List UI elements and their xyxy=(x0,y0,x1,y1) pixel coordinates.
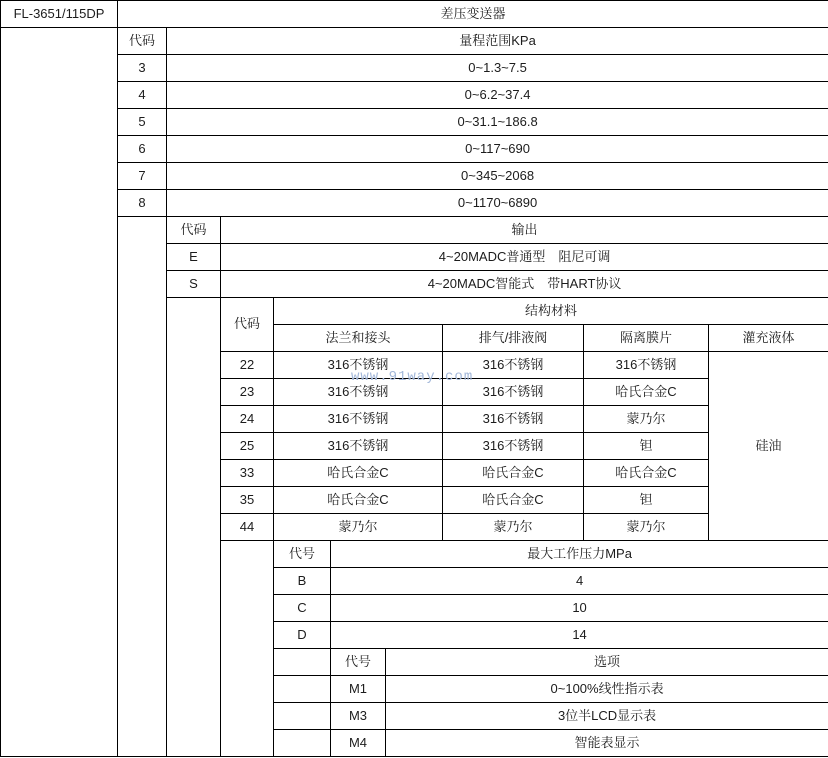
material-diaphragm: 蒙乃尔 xyxy=(584,406,709,433)
range-value: 0~117~690 xyxy=(167,136,828,163)
option-value: 智能表显示 xyxy=(386,730,828,757)
material-flange: 316不锈钢 xyxy=(274,433,443,460)
material-flange: 316不锈钢 xyxy=(274,352,443,379)
pressure-code: C xyxy=(274,595,331,622)
material-diaphragm: 钽 xyxy=(584,487,709,514)
pressure-title: 最大工作压力MPa xyxy=(331,541,828,568)
material-diaphragm: 钽 xyxy=(584,433,709,460)
material-code: 33 xyxy=(221,460,274,487)
pressure-code: B xyxy=(274,568,331,595)
output-code: S xyxy=(167,271,221,298)
range-code: 6 xyxy=(118,136,167,163)
output-header-row xyxy=(1,217,828,244)
output-spacer-cell xyxy=(167,298,221,757)
output-code: E xyxy=(167,244,221,271)
option-value: 3位半LCD显示表 xyxy=(386,703,828,730)
range-code: 8 xyxy=(118,190,167,217)
watermark: www.91way.com xyxy=(351,369,474,385)
option-code: M4 xyxy=(331,730,386,757)
material-code: 24 xyxy=(221,406,274,433)
material-flange: 哈氏合金C xyxy=(274,460,443,487)
range-code: 3 xyxy=(118,55,167,82)
range-title: 量程范围KPa xyxy=(167,28,828,55)
material-vent: 316不锈钢 xyxy=(443,352,584,379)
range-row xyxy=(1,163,828,190)
material-diaphragm: 316不锈钢 xyxy=(584,352,709,379)
option-code-header: 代号 xyxy=(331,649,386,676)
option-code: M1 xyxy=(331,676,386,703)
material-vent: 哈氏合金C xyxy=(443,460,584,487)
range-row xyxy=(1,136,828,163)
pressure-code: D xyxy=(274,622,331,649)
range-row xyxy=(1,190,828,217)
range-code: 4 xyxy=(118,82,167,109)
material-vent: 316不锈钢 xyxy=(443,406,584,433)
range-row xyxy=(1,55,828,82)
material-code: 44 xyxy=(221,514,274,541)
material-flange: 蒙乃尔 xyxy=(274,514,443,541)
material-vent: 316不锈钢 xyxy=(443,433,584,460)
option-title: 选项 xyxy=(386,649,828,676)
range-value: 0~31.1~186.8 xyxy=(167,109,828,136)
material-vent: 哈氏合金C xyxy=(443,487,584,514)
range-value: 0~1170~6890 xyxy=(167,190,828,217)
material-code-header: 代码 xyxy=(221,298,274,352)
pressure-value: 4 xyxy=(331,568,828,595)
material-flange: 316不锈钢 xyxy=(274,406,443,433)
pressure-value: 14 xyxy=(331,622,828,649)
output-value: 4~20MADC智能式 带HART协议 xyxy=(221,271,828,298)
material-col-diaphragm: 隔离膜片 xyxy=(584,325,709,352)
material-col-fill: 灌充液体 xyxy=(709,325,828,352)
material-vent: 316不锈钢 xyxy=(443,379,584,406)
output-title: 输出 xyxy=(221,217,828,244)
material-spacer-cell xyxy=(221,541,274,757)
range-code: 7 xyxy=(118,163,167,190)
material-code: 22 xyxy=(221,352,274,379)
option-spacer-cell xyxy=(274,649,331,676)
range-code: 5 xyxy=(118,109,167,136)
output-code-header: 代码 xyxy=(167,217,221,244)
range-code-header: 代码 xyxy=(118,28,167,55)
model-number: FL-3651/115DP xyxy=(1,1,118,28)
material-diaphragm: 哈氏合金C xyxy=(584,379,709,406)
material-diaphragm: 蒙乃尔 xyxy=(584,514,709,541)
left-margin-cell xyxy=(1,28,118,757)
option-value: 0~100%线性指示表 xyxy=(386,676,828,703)
pressure-code-header: 代号 xyxy=(274,541,331,568)
option-spacer-cell xyxy=(274,676,331,703)
product-title: 差压变送器 xyxy=(118,1,828,28)
material-code: 35 xyxy=(221,487,274,514)
material-title: 结构材料 xyxy=(274,298,828,325)
material-code: 23 xyxy=(221,379,274,406)
material-col-flange: 法兰和接头 xyxy=(274,325,443,352)
material-diaphragm: 哈氏合金C xyxy=(584,460,709,487)
material-col-vent: 排气/排液阀 xyxy=(443,325,584,352)
option-spacer-cell xyxy=(274,730,331,757)
option-code: M3 xyxy=(331,703,386,730)
output-value: 4~20MADC普通型 阻尼可调 xyxy=(221,244,828,271)
range-value: 0~6.2~37.4 xyxy=(167,82,828,109)
range-spacer-cell xyxy=(118,217,167,757)
material-flange: 316不锈钢 xyxy=(274,379,443,406)
material-code: 25 xyxy=(221,433,274,460)
option-spacer-cell xyxy=(274,703,331,730)
pressure-value: 10 xyxy=(331,595,828,622)
material-vent: 蒙乃尔 xyxy=(443,514,584,541)
range-value: 0~1.3~7.5 xyxy=(167,55,828,82)
material-flange: 哈氏合金C xyxy=(274,487,443,514)
range-row xyxy=(1,109,828,136)
range-value: 0~345~2068 xyxy=(167,163,828,190)
range-header-row xyxy=(1,28,828,55)
title-row xyxy=(1,1,828,28)
fill-liquid-cell: 硅油 xyxy=(709,352,828,541)
range-row xyxy=(1,82,828,109)
